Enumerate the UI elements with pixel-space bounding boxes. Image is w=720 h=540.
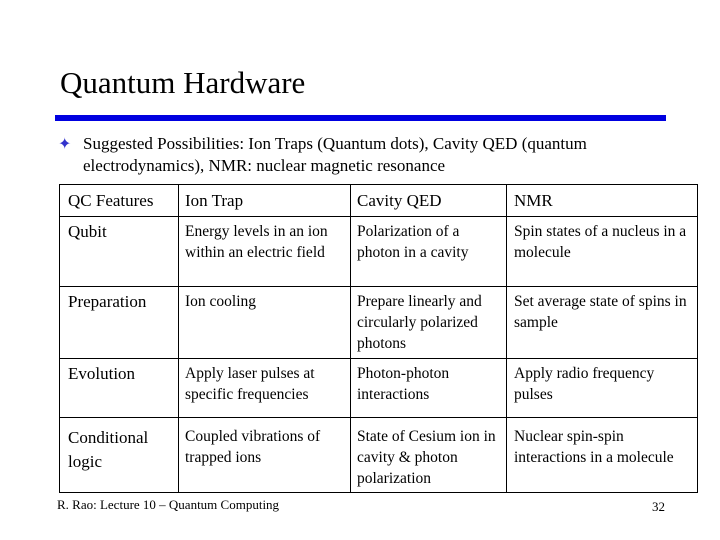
table-cell: Energy levels in an ion within an electric field: [179, 217, 351, 287]
header-cell: Ion Trap: [179, 185, 351, 217]
table-cell: Prepare linearly and circularly polarized photons: [351, 287, 507, 359]
header-cell: NMR: [507, 185, 698, 217]
bullet-item: [58, 133, 698, 177]
row-header-cell: Preparation: [60, 287, 179, 359]
table-cell: Photon-photon interactions: [351, 359, 507, 418]
table-cell: Apply laser pulses at specific frequencies: [179, 359, 351, 418]
table-cell: Ion cooling: [179, 287, 351, 359]
table-cell: Coupled vibrations of trapped ions: [179, 418, 351, 493]
header-cell: Cavity QED: [351, 185, 507, 217]
comparison-table: [59, 184, 698, 493]
table-row: [60, 359, 698, 418]
row-header-cell: Qubit: [60, 217, 179, 287]
header-cell: QC Features: [60, 185, 179, 217]
table-row: [60, 287, 698, 359]
four-point-star-bullet-icon: ✦: [58, 136, 72, 153]
table-cell: Set average state of spins in sample: [507, 287, 698, 359]
table-cell: Apply radio frequency pulses: [507, 359, 698, 418]
row-header-cell: Conditional logic: [60, 418, 179, 493]
page-number: 32: [652, 499, 665, 514]
row-header-cell: Evolution: [60, 359, 179, 418]
table-cell: Polarization of a photon in a cavity: [351, 217, 507, 287]
table-header-row: [60, 185, 698, 217]
footer-text: R. Rao: Lecture 10 – Quantum Computing: [57, 497, 280, 512]
table-cell: Nuclear spin-spin interactions in a molecule: [507, 418, 698, 493]
bullet-text: Suggested Possibilities: Ion Traps (Quantum dots), Cavity QED (quantum electrodynamics), NMR: nuclear magnetic resonance: [83, 134, 587, 175]
table-cell: Spin states of a nucleus in a molecule: [507, 217, 698, 287]
table-cell: State of Cesium ion in cavity & photon polarization: [351, 418, 507, 493]
slide-title: Quantum Hardware: [60, 65, 306, 100]
title-underline: [55, 115, 666, 121]
table-row: [60, 418, 698, 493]
comparison-table-wrapper: [59, 184, 698, 493]
table-row: [60, 217, 698, 287]
